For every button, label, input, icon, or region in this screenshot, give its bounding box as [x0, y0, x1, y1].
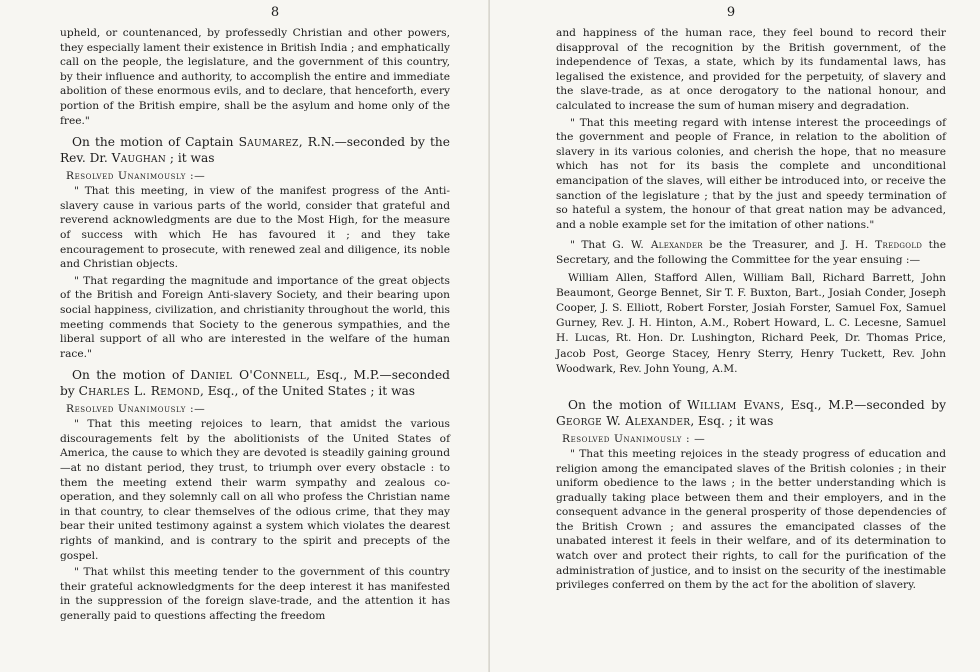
motion-text: , Esq., M.P.—seconded by — [780, 397, 946, 412]
secretary-name: J. H. Tredgold — [841, 239, 923, 252]
page-number: 8 — [270, 5, 280, 20]
mover-name: Saumarez — [238, 135, 299, 150]
seconder-name: George W. Alexander — [556, 413, 691, 428]
right-page — [490, 0, 980, 672]
treasurer-text: the Secretary, and the following the Committee for the year ensuing :— — [556, 239, 947, 266]
resolved-heading: Resolved Unanimously :— — [66, 403, 206, 416]
seconder-name: Charles L. Remond — [78, 384, 200, 399]
motion-line — [60, 134, 450, 166]
resolution-paragraph: " That this meeting rejoices in the steady progress of education and religion among the emancipated slaves of the British colonies ; in their uniform obedience to the laws ; in the better understanding which is gradually taking place between them and their employers, and in the consequent advance in the general prosperity of those dependencies of the British Crown ; and assures the emancipated classes of the unabated interest it feels in their welfare, and of its determination to watch over and protect their rights, to call for the purification of the administration of justice, and to insist on the security of the inestimable privileges conferred on them by the act for the abolition of slavery. — [556, 447, 946, 592]
motion-line — [556, 397, 946, 429]
motion-text: , Esq., M.P.—seconded by — [60, 368, 450, 399]
motion-text: On the motion of — [72, 368, 191, 383]
resolution-paragraph: " That regarding the magnitude and importance of the great objects of the British and Foreign Anti-slavery Society, and their bearing upon social happiness, civilization, and christianity throughout the world, this meeting commends that Society to the generous sympathies, and the liberal support of all who are interested in the welfare of the human race." — [60, 274, 450, 360]
resolved-heading: Resolved Unanimously :— — [66, 170, 206, 183]
continued-paragraph: and happiness of the human race, they feel bound to record their disapproval of the recognition by the British government, of the independence of Texas, a state, which by its fundamental laws, has legalised the existence, and provided for the perpetuity, of slavery and the slave-trade, as at once derogatory to the national honour, and calculated to increase the sum of human misery and degradation. — [556, 27, 946, 112]
treasurer-paragraph — [556, 238, 946, 267]
resolution-paragraph: " That this meeting regard with intense interest the proceedings of the government and people of France, in relation to the abolition of slavery in its various colonies, and cherish the hope, that no measure which has not for its basis the complete and unconditional emancipation of the slaves, will either be introduced into, or receive the sanction of the legislature ; that by the just and speedy termination of so hateful a system, the honour of that great nation may be advanced, and a noble example set for the imitation of other nations." — [556, 116, 946, 231]
resolution-paragraph: " That whilst this meeting tender to the government of this country their grateful acknowledgments for the deep interest it has manifested in the suppression of the foreign slave-trade, and the attention it has generally paid to questions affecting the freedom — [60, 566, 450, 622]
treasurer-text: " That — [570, 239, 613, 252]
resolution-paragraph: " That this meeting, in view of the manifest progress of the Anti-slavery cause in various parts of the world, consider that grateful and reverend acknowledgments are due to the Most High, for the measure of success with which He has favoured it ; and they take encouragement to prosecute, with renewed zeal and diligence, its noble and Christian objects. — [60, 185, 450, 271]
motion-text: On the motion of — [568, 397, 688, 412]
continued-paragraph: upheld, or countenanced, by professedly Christian and other powers, they especially lament their existence in British India ; and emphatically call on the people, the legislature, and the government of this country, by their influence and authority, to accomplish the entire and immediate abolition of these enormous evils, and to declare, that henceforth, every portion of the British empire, shall be the asylum and home only of the free." — [60, 27, 450, 127]
motion-text: ; it was — [166, 151, 215, 166]
motion-text: , Esq. ; it was — [690, 413, 774, 428]
resolved-heading: Resolved Unanimously : — — [562, 432, 706, 445]
seconder-name: Vaughan — [111, 151, 166, 166]
treasurer-text: be the Treasurer, and — [702, 239, 842, 252]
motion-text: , Esq., of the United States ; it was — [199, 384, 416, 399]
section-spacer — [556, 377, 946, 391]
mover-name: Daniel O'Connell — [190, 368, 307, 383]
committee-list: William Allen, Stafford Allen, William Ball, Richard Barrett, John Beaumont, George Bennet, Sir T. F. Buxton, Bart., Josiah Conder, Joseph Cooper, J. S. Elliott, Robert Forster, Josiah Forster, Samuel Fox, Samuel Gurney, Rev. J. H. Hinton, A.M., Robert Howard, L. C. Lecesne, Samuel H. Lucas, Rt. Hon. Dr. Lushington, Richard Peek, Dr. Thomas Price, Jacob Post, George Stacey, Henry Sterry, Henry Tuckett, Rev. John Woodwark, Rev. John Young, A.M. — [556, 271, 946, 375]
resolution-paragraph: " That this meeting rejoices to learn, that amidst the various discouragements felt by the abolitionists of the United States of America, the cause to which they are devoted is steadily gaining ground—at no distant period, they trust, to triumph over every obstacle : to them the meeting extend their warm sympathy and zealous co-operation, and they solemnly call on all who profess the Christian name in that country, to clear themselves of the odious crime, that they may bear their united testimony against a system which violates the dearest rights of mankind, and is contrary to the spirit and precepts of the gospel. — [60, 418, 450, 562]
mover-name: William Evans — [687, 397, 781, 412]
motion-line — [60, 367, 450, 399]
page-number: 9 — [726, 5, 736, 20]
motion-text: On the motion of Captain — [72, 135, 239, 150]
motion-text: , R.N.—seconded by the Rev. Dr. — [60, 135, 450, 166]
treasurer-name: G. W. Alexander — [612, 239, 703, 252]
